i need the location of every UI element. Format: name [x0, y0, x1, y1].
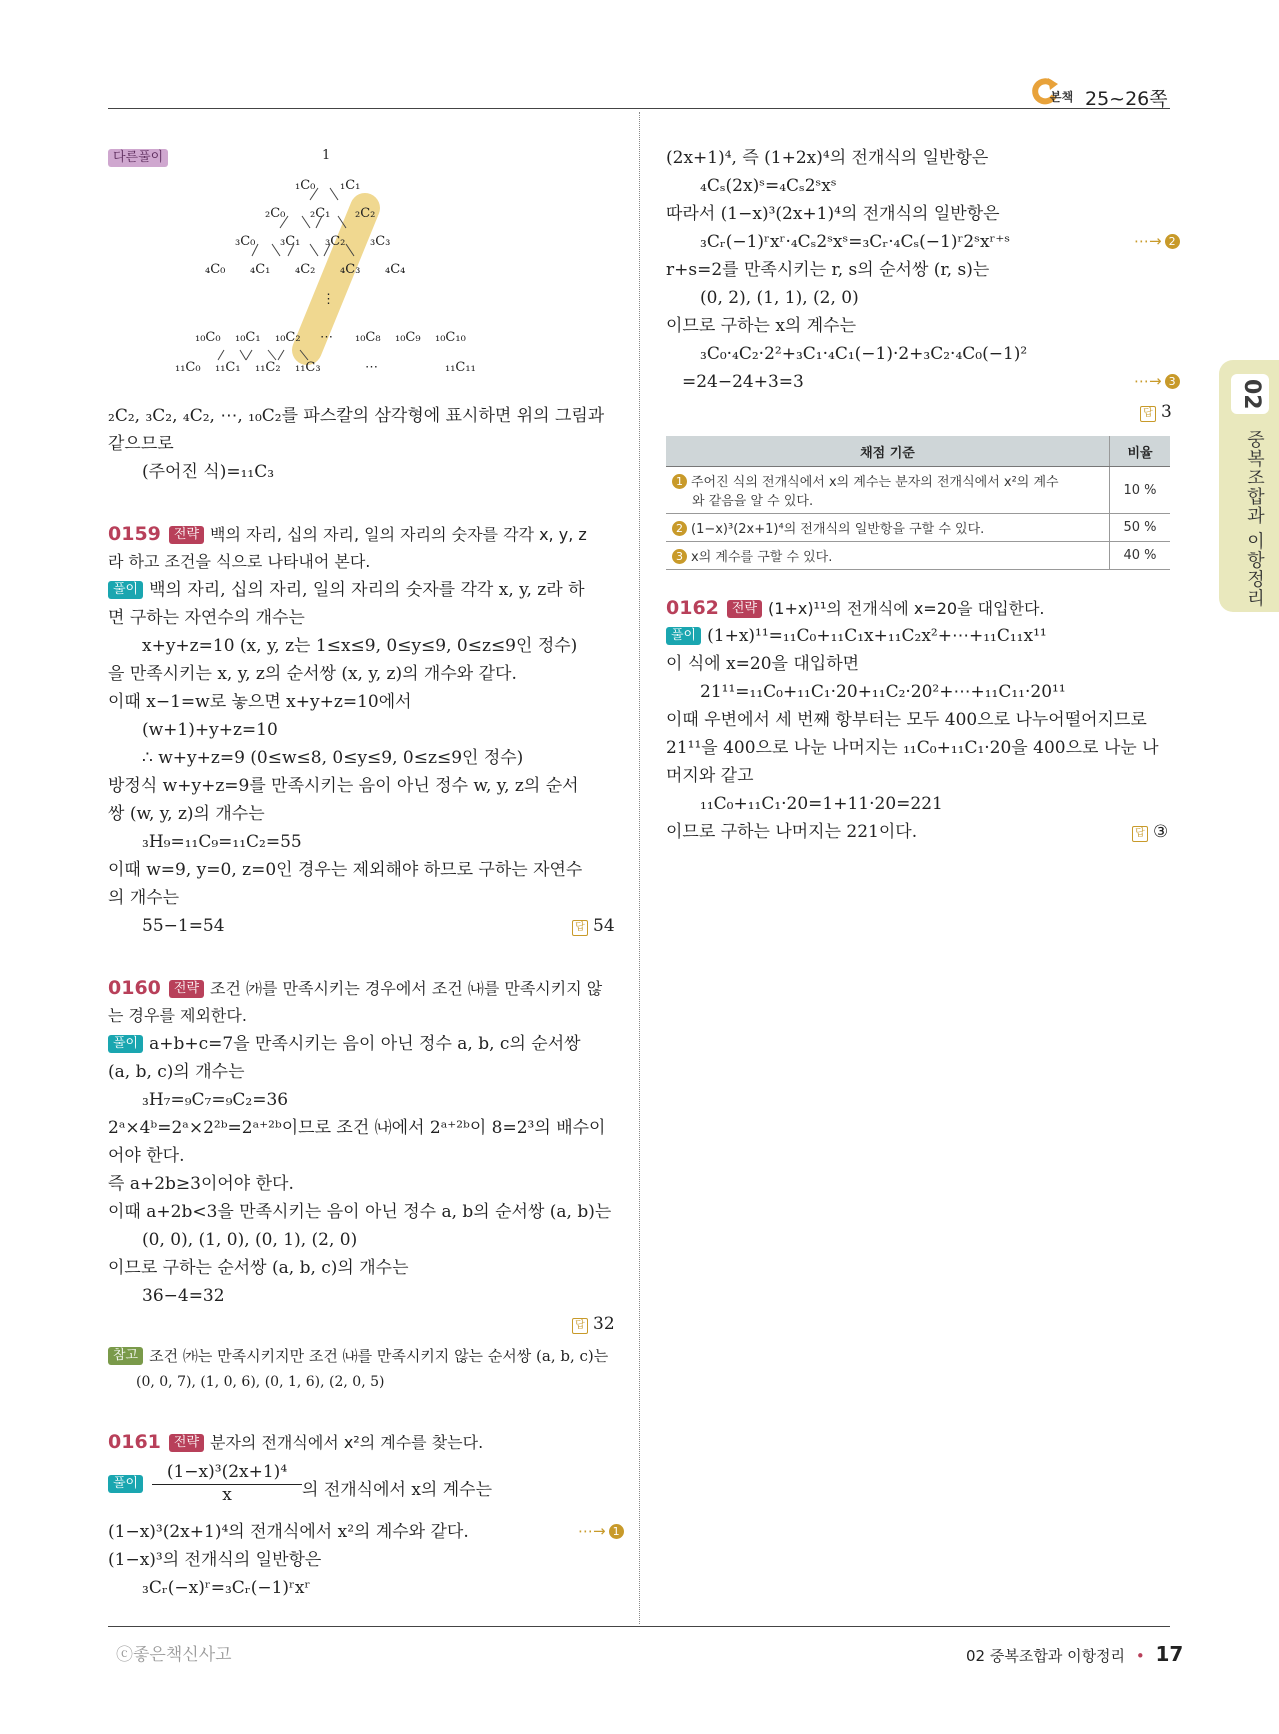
pascal-cell: ₁₀C₀ — [195, 330, 221, 345]
pascal-cell: ₄C₂ — [295, 262, 316, 277]
copyright: ⓒ좋은책신사고 — [116, 1645, 232, 1665]
answer-icon: 답 — [572, 1318, 588, 1334]
pascal-cell: ₄C₃ — [340, 262, 361, 277]
solution-line: 머지와 같고 — [666, 766, 754, 786]
solution-line: 어야 한다. — [108, 1146, 185, 1166]
grading-header-ratio: 비율 — [1110, 436, 1171, 467]
solution-line: r+s=2를 만족시키는 r, s의 순서쌍 (r, s)는 — [666, 260, 990, 280]
solution-line: 2ᵃ×4ᵇ=2ᵃ×2²ᵇ=2ᵃ⁺²ᵇ이므로 조건 ㈏에서 2ᵃ⁺²ᵇ이 8=2³의 배수이 — [108, 1118, 606, 1138]
fraction — [152, 1462, 302, 1505]
pascal-cell: ₁₁C₁₁ — [445, 360, 476, 375]
solution-line: (2x+1)⁴, 즉 (1+2x)⁴의 전개식의 일반항은 — [666, 148, 989, 168]
solution-line: (1−x)³의 전개식의 일반항은 — [108, 1550, 322, 1570]
problem-number: 0159 — [108, 523, 161, 545]
book-label: 본책 — [1050, 90, 1074, 104]
solution-line: 백의 자리, 십의 자리, 일의 자리의 숫자를 각각 x, y, z라 하 — [149, 580, 585, 600]
pascal-cell: ₁₁C₁ — [215, 360, 241, 375]
solution-line: 36−4=32 — [142, 1286, 225, 1306]
side-tab — [1219, 360, 1279, 612]
pascal-cell: ₁₀C₁₀ — [435, 330, 466, 345]
strategy-text: (1+x)¹¹의 전개식에 x=20을 대입한다. — [768, 599, 1045, 618]
solution-line: 이때 a+2b<3을 만족시키는 음이 아닌 정수 a, b의 순서쌍 (a, b)는 — [108, 1202, 612, 1222]
solution-line: (a, b, c)의 개수는 — [108, 1062, 245, 1082]
solution-line: (0, 0), (1, 0), (0, 1), (2, 0) — [142, 1230, 358, 1250]
pascal-triangle — [160, 140, 520, 385]
step-marker-3: ⋯→ 3 — [1134, 372, 1180, 390]
solution-line: 21¹¹을 400으로 나눈 나머지는 ₁₁C₀+₁₁C₁·20을 400으로 나눈 나 — [666, 738, 1159, 758]
answer-0161: 답 3 — [1140, 398, 1172, 426]
grading-header-criteria: 채점 기준 — [666, 436, 1110, 467]
solution-line: 면 구하는 자연수의 개수는 — [108, 608, 305, 628]
pascal-cell: ₁₀C₂ — [275, 330, 301, 345]
pascal-cell: ₂C₀ — [265, 206, 286, 221]
pascal-cell: ₄C₁ — [250, 262, 271, 277]
answer-0159: 답 54 — [572, 912, 615, 940]
solution-line: =24−24+3=3 — [682, 372, 804, 392]
solution-tag: 풀이 — [666, 627, 701, 645]
solution-line: 55−1=54 — [142, 916, 225, 936]
solution-line: (0, 2), (1, 1), (2, 0) — [700, 288, 859, 308]
pascal-cell: ₃C₂ — [325, 234, 346, 249]
strategy-text: 조건 ㈎를 만족시키는 경우에서 조건 ㈏를 만족시키지 않 — [210, 979, 603, 998]
note-line: (0, 0, 7), (1, 0, 6), (0, 1, 6), (2, 0, 5) — [136, 1374, 385, 1390]
answer-0160: 답 32 — [572, 1310, 615, 1338]
page-number: 17 — [1155, 1642, 1184, 1666]
solution-line: ₃Cᵣ(−1)ʳxʳ·₄Cₛ2ˢxˢ=₃Cᵣ·₄Cₛ(−1)ʳ2ˢxʳ⁺ˢ — [700, 232, 1011, 252]
pascal-cell: ₃C₁ — [280, 234, 301, 249]
problem-0160-header — [108, 974, 602, 1003]
pascal-cell: ₁C₀ — [295, 178, 316, 193]
solution-line: ₃Cᵣ(−x)ʳ=₃Cᵣ(−1)ʳxʳ — [142, 1578, 311, 1598]
solution-line: 이때 x−1=w로 놓으면 x+y+z=10에서 — [108, 692, 412, 712]
step-marker-2: ⋯→ 2 — [1134, 232, 1180, 250]
solution-line: (1−x)³(2x+1)⁴의 전개식에서 x²의 계수와 같다. — [108, 1522, 469, 1542]
pascal-cell: ₃C₃ — [370, 234, 391, 249]
answer-0162: 답 ③ — [1132, 818, 1168, 846]
strategy-text: 는 경우를 제외한다. — [108, 1006, 247, 1025]
solution-line: 이므로 구하는 x의 계수는 — [666, 316, 857, 336]
pascal-cell: ₂C₁ — [310, 206, 331, 221]
strategy-tag: 전략 — [169, 980, 204, 998]
strategy-text: 분자의 전개식에서 x²의 계수를 찾는다. — [210, 1433, 484, 1452]
alt-text-line: (주어진 식)=₁₁C₃ — [142, 462, 275, 482]
pascal-ellipsis: ⋯ — [320, 330, 333, 345]
alt-solution-tag: 다른풀이 — [108, 149, 168, 167]
solution-line: 이 식에 x=20을 대입하면 — [666, 654, 860, 674]
header-rule — [108, 108, 1170, 109]
solution-line: 이므로 구하는 순서쌍 (a, b, c)의 개수는 — [108, 1258, 409, 1278]
footer-chapter: 02 중복조합과 이항정리 • 17 — [966, 1642, 1184, 1666]
solution-line: 을 만족시키는 x, y, z의 순서쌍 (x, y, z)의 개수와 같다. — [108, 664, 517, 684]
grading-row: 2 (1−x)³(2x+1)⁴의 전개식의 일반항을 구할 수 있다. 50 % — [666, 514, 1170, 542]
solution-tag: 풀이 — [108, 1035, 143, 1053]
solution-line: ₃H₉=₁₁C₉=₁₁C₂=55 — [142, 832, 302, 852]
problem-0161-header — [108, 1428, 483, 1457]
pascal-cell: ₄C₄ — [385, 262, 406, 277]
solution-line: a+b+c=7을 만족시키는 음이 아닌 정수 a, b, c의 순서쌍 — [149, 1034, 581, 1054]
solution-tag: 풀이 — [108, 581, 143, 599]
footer-rule — [108, 1626, 1170, 1627]
pascal-cell: ₃C₀ — [235, 234, 256, 249]
solution-line: ∴ w+y+z=9 (0≤w≤8, 0≤y≤9, 0≤z≤9인 정수) — [142, 748, 524, 768]
side-tab-number: 02 — [1239, 378, 1264, 410]
pascal-cell: ₁₀C₈ — [355, 330, 381, 345]
solution-line: ₄Cₛ(2x)ˢ=₄Cₛ2ˢxˢ — [700, 176, 837, 196]
strategy-text: 백의 자리, 십의 자리, 일의 자리의 숫자를 각각 x, y, z — [210, 525, 587, 544]
answer-icon: 답 — [1140, 406, 1156, 422]
fraction-denominator: x — [222, 1485, 232, 1505]
pascal-cell: ₁₁C₂ — [255, 360, 281, 375]
note-tag: 참고 — [108, 1347, 143, 1365]
solution-line: 21¹¹=₁₁C₀+₁₁C₁·20+₁₁C₂·20²+⋯+₁₁C₁₁·20¹¹ — [700, 682, 1066, 702]
strategy-tag: 전략 — [169, 1434, 204, 1452]
pascal-vdots: ⋮ — [322, 292, 335, 307]
step-marker-1: ⋯→ 1 — [578, 1522, 624, 1540]
solution-line: ₃C₀·₄C₂·2²+₃C₁·₄C₁(−1)·2+₃C₂·₄C₀(−1)² — [700, 344, 1028, 364]
footer-bullet: • — [1135, 1647, 1145, 1665]
alt-text-line: ₂C₂, ₃C₂, ₄C₂, ⋯, ₁₀C₂를 파스칼의 삼각형에 표시하면 위의 그림과 — [108, 406, 605, 426]
strategy-text: 라 하고 조건을 식으로 나타내어 본다. — [108, 552, 371, 571]
pascal-cell: ₁C₁ — [340, 178, 361, 193]
solution-line: ₃H₇=₉C₇=₉C₂=36 — [142, 1090, 289, 1110]
pascal-cell: ₄C₀ — [205, 262, 226, 277]
problem-number: 0162 — [666, 597, 719, 619]
solution-tag: 풀이 — [108, 1475, 143, 1493]
pascal-cell: ₂C₂ — [355, 206, 376, 221]
pascal-top: 1 — [322, 148, 331, 163]
solution-line: 이므로 구하는 나머지는 221이다. — [666, 822, 918, 842]
solution-line: 의 전개식에서 x의 계수는 — [302, 1480, 493, 1500]
problem-number: 0161 — [108, 1431, 161, 1453]
solution-line: 쌍 (w, y, z)의 개수는 — [108, 804, 265, 824]
solution-line: 의 개수는 — [108, 888, 180, 908]
solution-line: (1+x)¹¹=₁₁C₀+₁₁C₁x+₁₁C₂x²+⋯+₁₁C₁₁x¹¹ — [707, 626, 1047, 646]
note-line: 조건 ㈎는 만족시키지만 조건 ㈏를 만족시키지 않는 순서쌍 (a, b, c)는 — [149, 1347, 609, 1365]
solution-line: (w+1)+y+z=10 — [142, 720, 278, 740]
answer-icon: 답 — [572, 920, 588, 936]
pascal-ellipsis: ⋯ — [365, 360, 378, 375]
pascal-cell: ₁₁C₃ — [295, 360, 321, 375]
problem-number: 0160 — [108, 977, 161, 999]
grading-table — [666, 436, 1170, 570]
solution-line: 이때 우변에서 세 번째 항부터는 모두 400으로 나누어떨어지므로 — [666, 710, 1147, 730]
solution-line: ₁₁C₀+₁₁C₁·20=1+11·20=221 — [700, 794, 943, 814]
pascal-cell: ₁₀C₁ — [235, 330, 261, 345]
grading-row: 3 x의 계수를 구할 수 있다. 40 % — [666, 542, 1170, 570]
solution-line: 즉 a+2b≥3이어야 한다. — [108, 1174, 294, 1194]
solution-line: 따라서 (1−x)³(2x+1)⁴의 전개식의 일반항은 — [666, 204, 1000, 224]
side-tab-title: 중복조합과 이항정리 — [1244, 430, 1265, 608]
problem-0162-header — [666, 594, 1045, 623]
strategy-tag: 전략 — [169, 526, 204, 544]
page-reference: 25~26쪽 — [1085, 88, 1168, 110]
pascal-cell: ₁₀C₉ — [395, 330, 421, 345]
solution-line: x+y+z=10 (x, y, z는 1≤x≤9, 0≤y≤9, 0≤z≤9인 정수) — [142, 636, 578, 656]
column-divider — [639, 112, 640, 1624]
solution-line: 이때 w=9, y=0, z=0인 경우는 제외해야 하므로 구하는 자연수 — [108, 860, 583, 880]
strategy-tag: 전략 — [727, 600, 762, 618]
fraction-numerator: (1−x)³(2x+1)⁴ — [152, 1462, 302, 1485]
problem-0159-header — [108, 520, 587, 549]
answer-icon: 답 — [1132, 826, 1148, 842]
pascal-cell: ₁₁C₀ — [175, 360, 201, 375]
alt-text-line: 같으므로 — [108, 434, 174, 454]
solution-line: 방정식 w+y+z=9를 만족시키는 음이 아닌 정수 w, y, z의 순서 — [108, 776, 579, 796]
grading-row: 1 주어진 식의 전개식에서 x의 계수는 분자의 전개식에서 x²의 계수 와 같음을 알 수 있다. 10 % — [666, 467, 1170, 514]
